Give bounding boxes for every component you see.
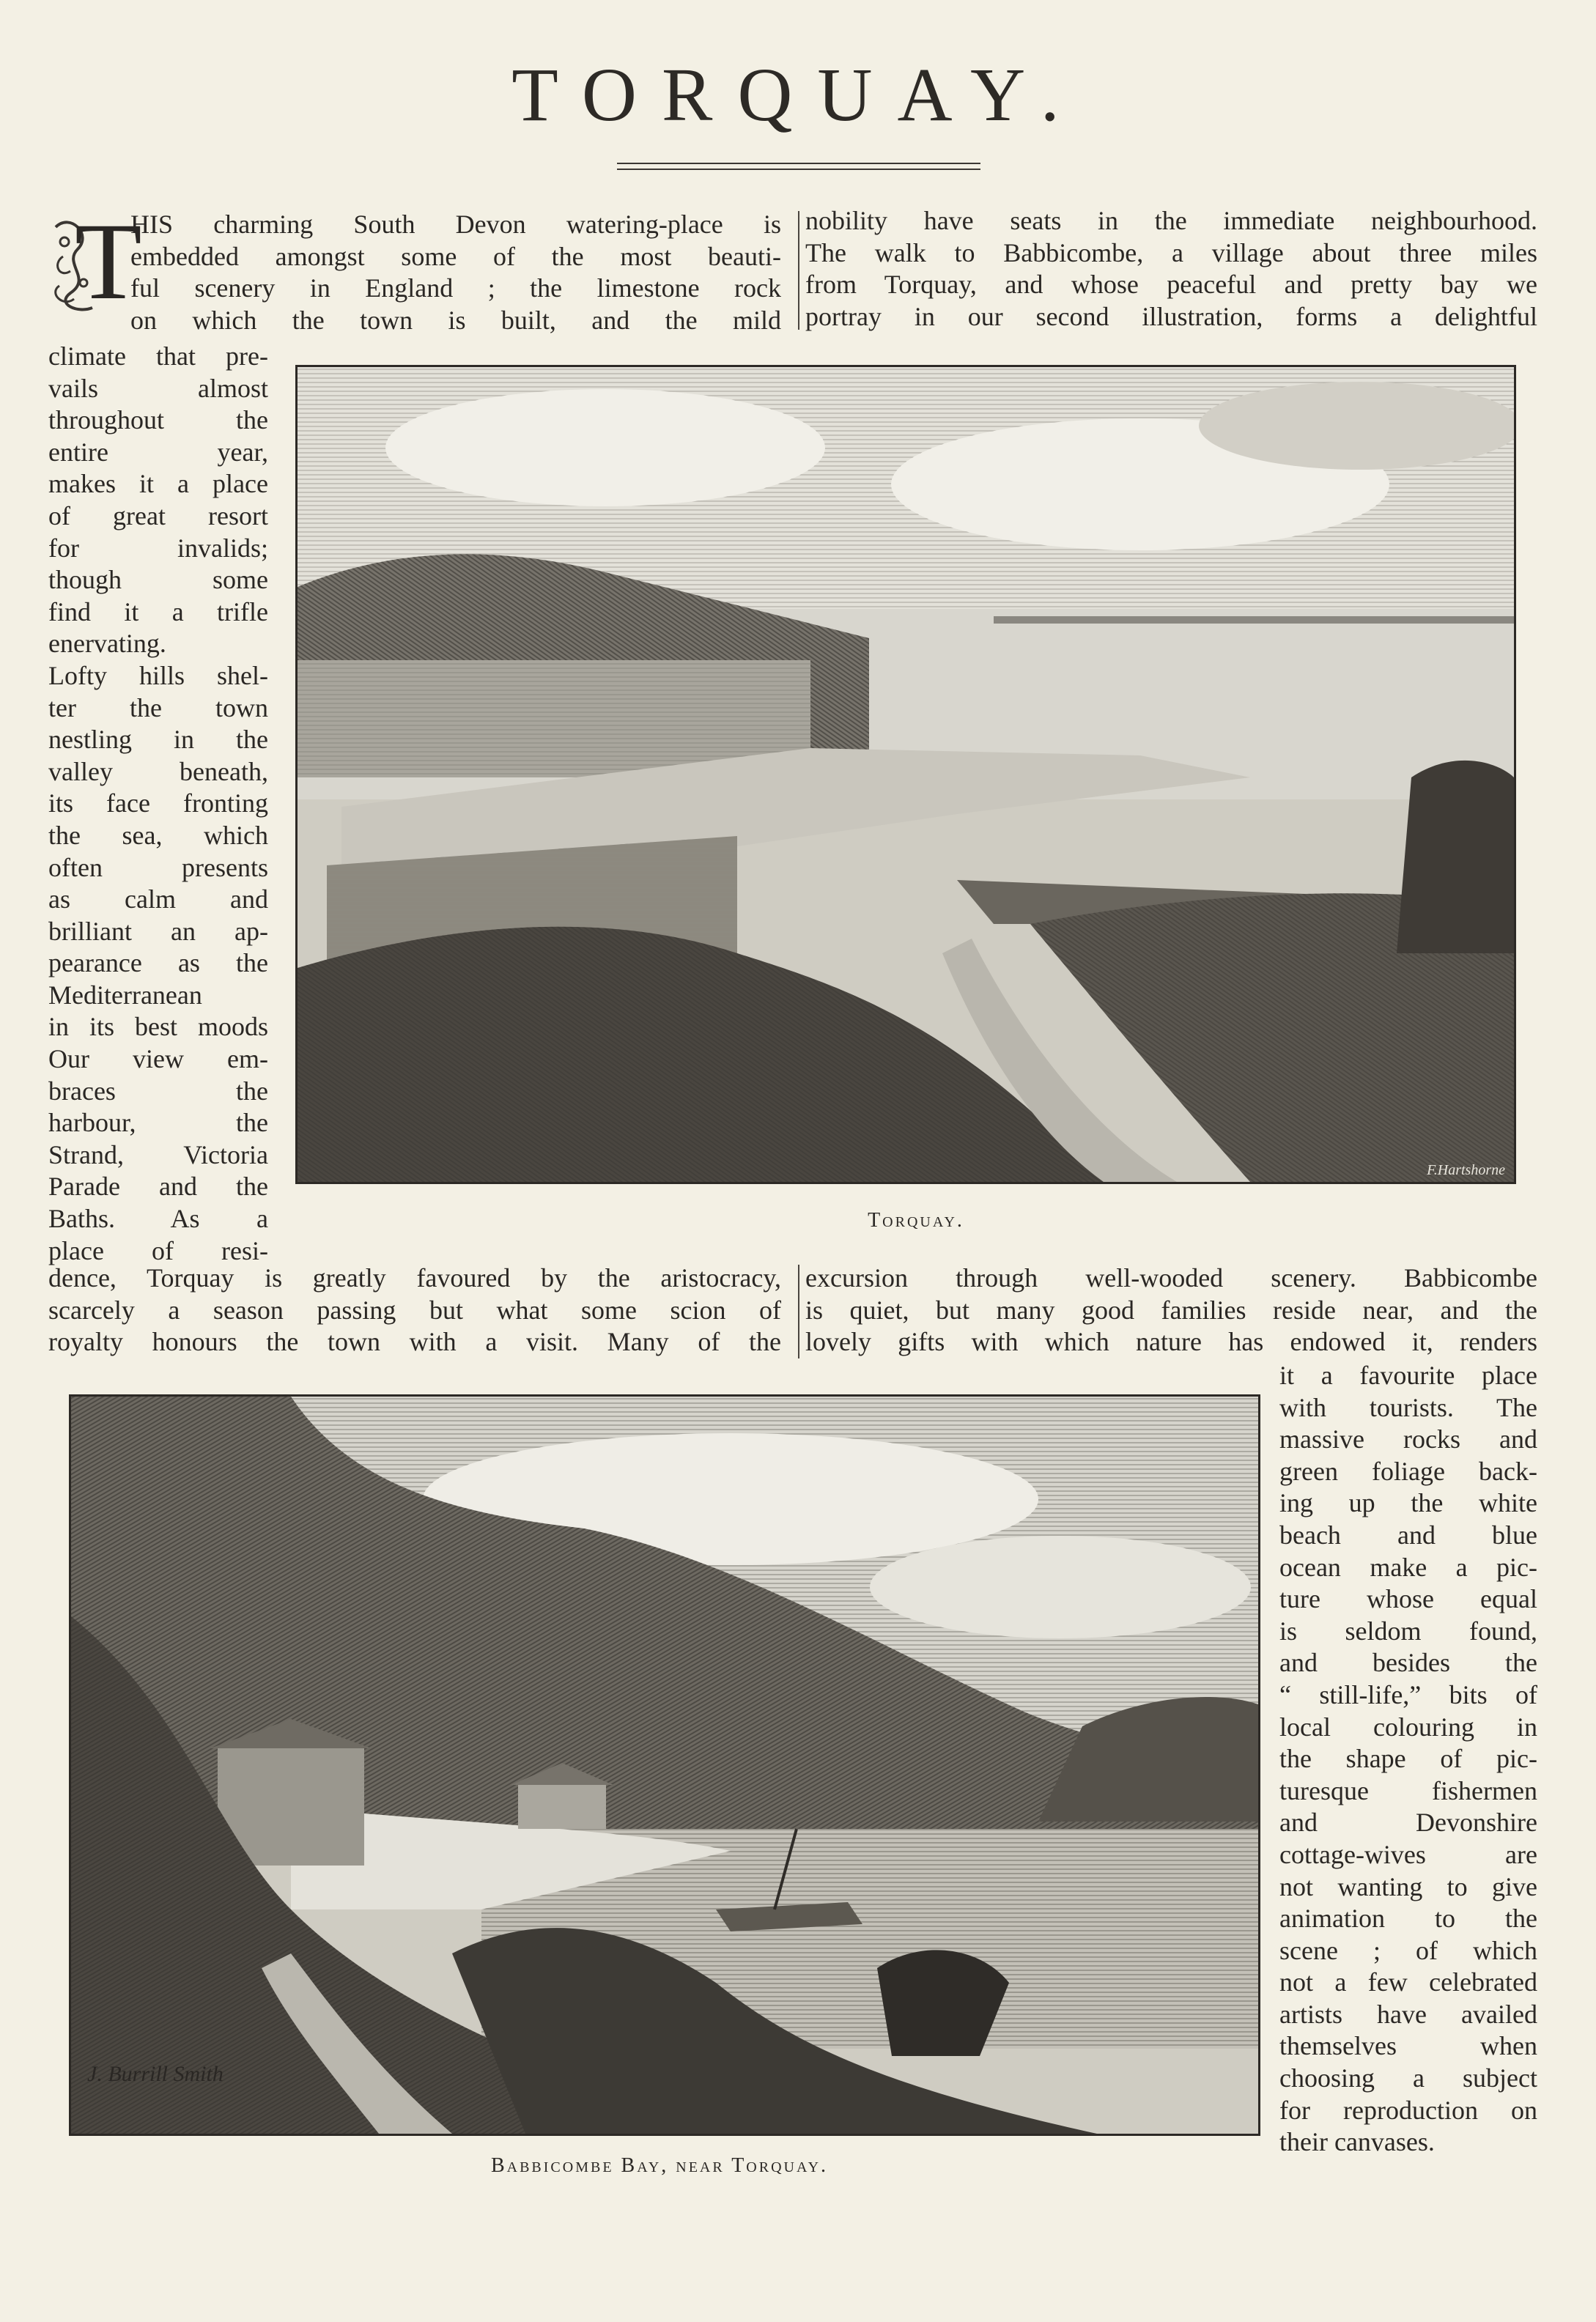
text-line: and besides the	[1279, 1648, 1537, 1678]
text-line: its face fronting	[48, 788, 268, 818]
text-line: not wanting to give	[1279, 1871, 1537, 1901]
text-line: not a few celebrated	[1279, 1967, 1537, 1997]
text-line: for reproduction on	[1279, 2095, 1537, 2125]
text-line: find it a trifle	[48, 596, 268, 626]
text-line: harbour, the	[48, 1108, 268, 1138]
text-line: ocean make a pic-	[1279, 1552, 1537, 1582]
text-line: valley beneath,	[48, 756, 268, 786]
text-line: The walk to Babbicombe, a village about three miles	[805, 237, 1537, 267]
text-line: in its best moods	[48, 1012, 268, 1042]
text-line: Mediterranean	[48, 980, 202, 1010]
dropcap-ornament	[48, 201, 142, 322]
text-top-left	[130, 209, 781, 336]
text-line: nobility have seats in the immediate neighbourhood.	[805, 206, 1537, 235]
text-line: pearance as the	[48, 948, 268, 978]
text-line: ter the town	[48, 692, 268, 722]
column-divider-top	[798, 211, 799, 330]
text-line: is quiet, but many good families reside near, and the	[805, 1295, 1537, 1325]
torquay-engraving	[295, 365, 1516, 1184]
text-line: dence, Torquay is greatly favoured by the aristocracy,	[48, 1263, 781, 1293]
text-line: nestling in the	[48, 725, 268, 755]
text-line: massive rocks and	[1279, 1424, 1537, 1454]
text-line: for invalids;	[48, 533, 268, 563]
figure1-signature: F.Hartshorne	[1427, 1162, 1505, 1178]
text-line: their canvases.	[1279, 2127, 1435, 2157]
text-line: Our view em-	[48, 1044, 268, 1074]
text-line: throughout the	[48, 405, 268, 435]
text-line: Lofty hills shel-	[48, 660, 268, 690]
torquay-landscape-image	[298, 367, 1514, 1182]
text-line: choosing a subject	[1279, 2063, 1537, 2093]
text-line: green foliage back-	[1279, 1456, 1537, 1486]
text-line: is seldom found,	[1279, 1616, 1537, 1646]
text-line: ture whose equal	[1279, 1584, 1537, 1614]
text-line: and Devonshire	[1279, 1808, 1537, 1838]
text-middle-left	[48, 1262, 781, 1358]
text-line: royalty honours the town with a visit. Many of the	[48, 1327, 781, 1357]
text-line: place of resi-	[48, 1235, 268, 1265]
text-line: Strand, Victoria	[48, 1139, 268, 1169]
figure1-caption: Torquay.	[868, 1209, 964, 1232]
text-line: portray in our second illustration, forms a delightful	[805, 301, 1537, 331]
figure2-signature: J. Burrill Smith	[87, 2062, 223, 2086]
text-line: entire year,	[48, 437, 268, 467]
babbicombe-landscape-image	[71, 1397, 1258, 2134]
text-line: beach and blue	[1279, 1520, 1537, 1550]
text-middle-right	[805, 1262, 1537, 1358]
text-line: artists have availed	[1279, 1999, 1537, 2029]
text-top-right	[805, 205, 1537, 333]
text-left-column	[48, 341, 268, 1267]
text-line: with tourists. The	[1279, 1392, 1537, 1422]
column-divider-middle	[798, 1265, 799, 1358]
text-line: on which the town is built, and the mild	[130, 305, 781, 335]
text-line: vails almost	[48, 373, 268, 403]
text-line: cottage-wives are	[1279, 1839, 1537, 1869]
text-line: of great resort	[48, 500, 268, 530]
page-title: TORQUAY.	[511, 53, 1085, 137]
dropcap-letter: T	[75, 201, 142, 322]
text-line: Parade and the	[48, 1172, 268, 1202]
text-line: ing up the white	[1279, 1488, 1537, 1518]
text-line: as calm and	[48, 884, 268, 914]
text-line: turesque fishermen	[1279, 1775, 1537, 1805]
text-line: Baths. As a	[48, 1204, 268, 1234]
text-right-column	[1279, 1360, 1537, 2159]
babbicombe-bay-engraving	[69, 1394, 1260, 2136]
text-line: ful scenery in England ; the limestone rock	[130, 273, 781, 303]
text-line: lovely gifts with which nature has endowed it, renders	[805, 1327, 1537, 1357]
text-line: excursion through well-wooded scenery. Babbicombe	[805, 1263, 1537, 1293]
text-line: scene ; of which	[1279, 1935, 1537, 1965]
text-line: though some	[48, 565, 268, 595]
text-line: braces the	[48, 1076, 268, 1106]
text-line: often presents	[48, 852, 268, 882]
text-line: brilliant an ap-	[48, 916, 268, 946]
figure2-caption: Babbicombe Bay, near Torquay.	[490, 2154, 829, 2177]
text-line: enervating.	[48, 629, 166, 659]
text-line: animation to the	[1279, 1904, 1537, 1934]
text-line: it a favourite place	[1279, 1361, 1537, 1390]
text-line: HIS charming South Devon watering-place is	[130, 210, 781, 239]
text-line: from Torquay, and whose peaceful and pretty bay we	[805, 270, 1537, 300]
text-line: the sea, which	[48, 820, 268, 850]
title-rule-bottom	[617, 169, 980, 170]
text-line: the shape of pic-	[1279, 1744, 1537, 1774]
text-line: makes it a place	[48, 469, 268, 499]
text-line: local colouring in	[1279, 1712, 1537, 1742]
text-line: “ still-life,” bits of	[1279, 1679, 1537, 1709]
text-line: themselves when	[1279, 2031, 1537, 2061]
text-line: scarcely a season passing but what some scion of	[48, 1295, 781, 1325]
text-line: embedded amongst some of the most beauti-	[130, 241, 781, 271]
text-line: climate that pre-	[48, 341, 268, 371]
title-rule-top	[617, 163, 980, 164]
